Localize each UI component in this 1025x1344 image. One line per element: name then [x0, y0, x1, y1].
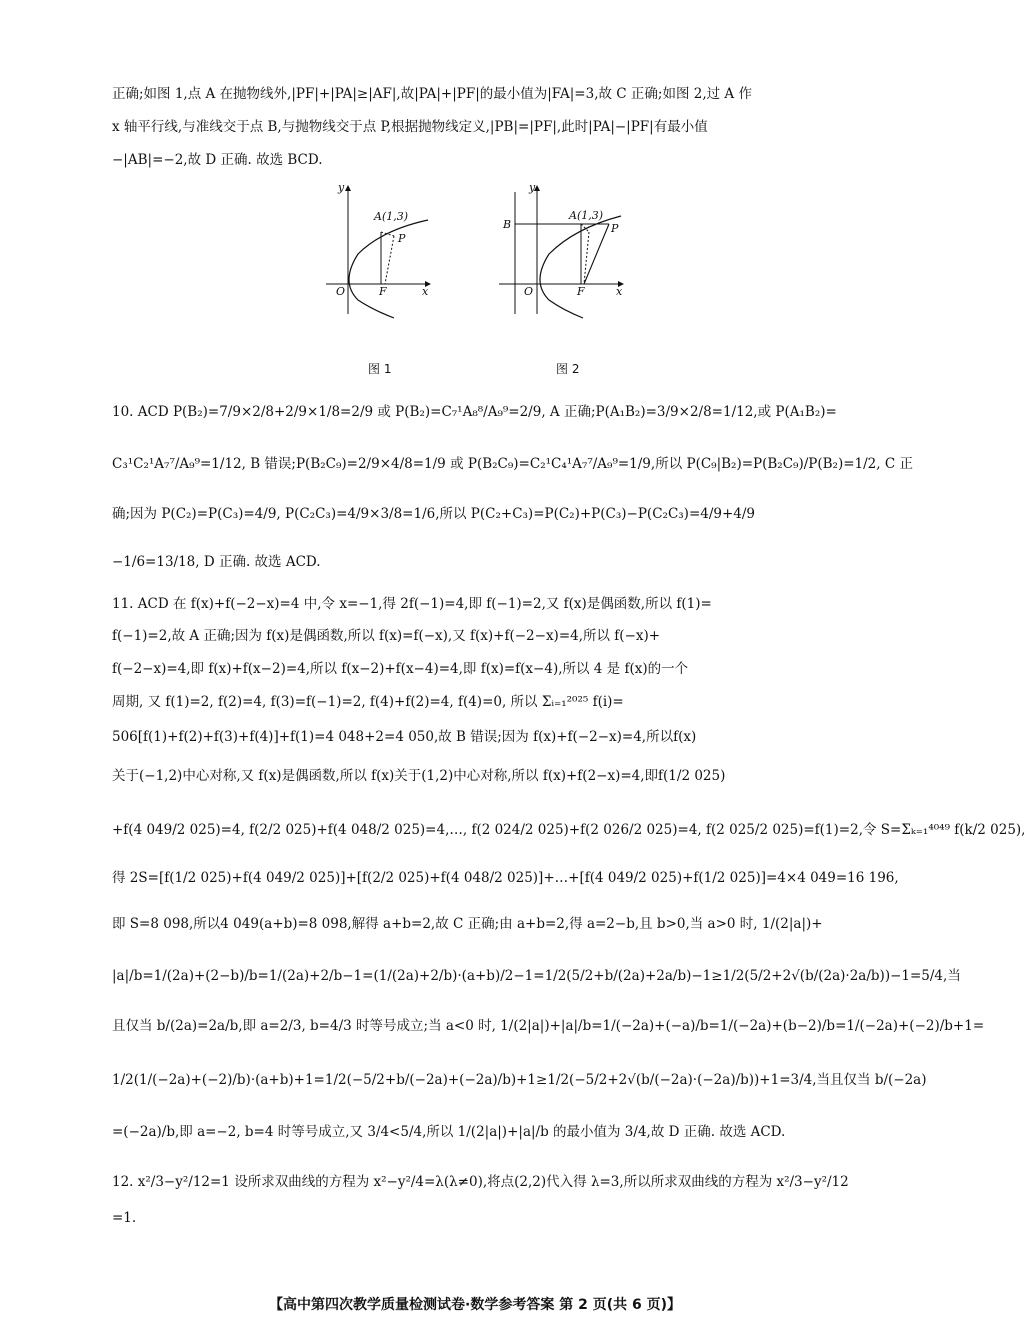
parabola-figure-2	[497, 182, 627, 317]
focus-label: F	[379, 285, 387, 298]
q11-line: f(−2−x)=4,即 f(x)+f(x−2)=4,所以 f(x−2)+f(x−4)=4,即 f(x)=f(x−4),所以 4 是 f(x)的一个	[112, 661, 689, 677]
axis-label-x: x	[422, 285, 429, 298]
q10-line: 确;因为 P(C₂)=P(C₃)=4/9, P(C₂C₃)=4/9×3/8=1/6,所以 P(C₂+C₃)=P(C₂)+P(C₃)−P(C₂C₃)=4/9+4/9	[112, 506, 756, 522]
axis-label-y: y	[529, 181, 536, 194]
parabola-figure-1	[318, 182, 438, 317]
point-a-label: A(1,3)	[374, 210, 409, 223]
origin-label: O	[336, 285, 346, 298]
point-a-label: A(1,3)	[569, 209, 604, 222]
focus-label: F	[577, 285, 585, 298]
q11-line: =(−2a)/b,即 a=−2, b=4 时等号成立,又 3/4<5/4,所以 1/(2|a|)+|a|/b 的最小值为 3/4,故 D 正确. 故选 ACD.	[112, 1124, 786, 1140]
figure-1-caption: 图 1	[368, 362, 392, 376]
figure-1	[318, 182, 438, 317]
q10-line: −1/6=13/18, D 正确. 故选 ACD.	[112, 554, 321, 570]
q11-line: 即 S=8 098,所以4 049(a+b)=8 098,解得 a+b=2,故 C 正确;由 a+b=2,得 a=2−b,且 b>0,当 a>0 时, 1/(2|a|)+	[112, 916, 823, 932]
q11-line: 506[f(1)+f(2)+f(3)+f(4)]+f(1)=4 048+2=4 050,故 B 错误;因为 f(x)+f(−2−x)=4,所以f(x)	[112, 729, 697, 745]
point-b-label: B	[503, 218, 512, 231]
q11-line: |a|/b=1/(2a)+(2−b)/b=1/(2a)+2/b−1=(1/(2a)+2/b)·(a+b)/2−1=1/2(5/2+b/(2a)+2a/b)−1≥1/2(5/2+2√(b/(2a)·2a/b))−1=5/4,当	[112, 968, 961, 984]
q11-line: +f(4 049/2 025)=4, f(2/2 025)+f(4 048/2 025)=4,…, f(2 024/2 025)+f(2 026/2 025)=4, f(2 025/2 025)=f(1)=2,令 S=Σₖ₌₁⁴⁰⁴⁹ f(k/2 025),	[112, 822, 1025, 838]
axis-label-x: x	[616, 285, 623, 298]
q11-line: f(−1)=2,故 A 正确;因为 f(x)是偶函数,所以 f(x)=f(−x),又 f(x)+f(−2−x)=4,所以 f(−x)+	[112, 628, 661, 644]
text-line: x 轴平行线,与准线交于点 B,与抛物线交于点 P,根据抛物线定义,|PB|=|PF|,此时|PA|−|PF|有最小值	[112, 119, 708, 135]
q11-line: 11. ACD 在 f(x)+f(−2−x)=4 中,令 x=−1,得 2f(−1)=4,即 f(−1)=2,又 f(x)是偶函数,所以 f(1)=	[112, 596, 712, 612]
axis-label-y: y	[338, 181, 345, 194]
q12-line: =1.	[112, 1210, 137, 1226]
text-line: 正确;如图 1,点 A 在抛物线外,|PF|+|PA|≥|AF|,故|PA|+|PF|的最小值为|FA|=3,故 C 正确;如图 2,过 A 作	[112, 86, 752, 102]
q11-line: 1/2(1/(−2a)+(−2)/b)·(a+b)+1=1/2(−5/2+b/(−2a)+(−2a)/b)+1≥1/2(−5/2+2√(b/(−2a)·(−2a)/b))+1=3/4,当且仅当 b/(−2a)	[112, 1072, 927, 1088]
q11-line: 得 2S=[f(1/2 025)+f(4 049/2 025)]+[f(2/2 025)+f(4 048/2 025)]+…+[f(4 049/2 025)+f(1/2 025)]=4×4 049=16 196,	[112, 870, 899, 886]
q10-line: C₃¹C₂¹A₇⁷/A₉⁹=1/12, B 错误;P(B₂C₉)=2/9×4/8=1/9 或 P(B₂C₉)=C₂¹C₄¹A₇⁷/A₉⁹=1/9,所以 P(C₉|B₂)=P(B₂C₉)/P(B₂)=1/2, C 正	[112, 456, 913, 472]
point-p-label: P	[398, 232, 406, 245]
q11-line: 周期, 又 f(1)=2, f(2)=4, f(3)=f(−1)=2, f(4)+f(2)=4, f(4)=0, 所以 Σᵢ₌₁²⁰²⁵ f(i)=	[112, 694, 624, 710]
figure-2	[497, 182, 627, 317]
q12-line: 12. x²/3−y²/12=1 设所求双曲线的方程为 x²−y²/4=λ(λ≠0),将点(2,2)代入得 λ=3,所以所求双曲线的方程为 x²/3−y²/12	[112, 1174, 849, 1190]
q11-line: 关于(−1,2)中心对称,又 f(x)是偶函数,所以 f(x)关于(1,2)中心对称,所以 f(x)+f(2−x)=4,即f(1/2 025)	[112, 768, 726, 784]
page-footer: 【高中第四次教学质量检测试卷·数学参考答案 第 2 页(共 6 页)】	[269, 1297, 681, 1313]
origin-label: O	[524, 285, 534, 298]
q11-line: 且仅当 b/(2a)=2a/b,即 a=2/3, b=4/3 时等号成立;当 a<0 时, 1/(2|a|)+|a|/b=1/(−2a)+(−a)/b=1/(−2a)+(b−2)/b=1/(−2a)+(−2)/b+1=	[112, 1018, 985, 1034]
q10-line: 10. ACD P(B₂)=7/9×2/8+2/9×1/8=2/9 或 P(B₂)=C₇¹A₈⁸/A₉⁹=2/9, A 正确;P(A₁B₂)=3/9×2/8=1/12,或 P(A₁B₂)=	[112, 404, 837, 420]
figure-2-caption: 图 2	[556, 362, 580, 376]
text-line: −|AB|=−2,故 D 正确. 故选 BCD.	[112, 152, 323, 168]
point-p-label: P	[611, 222, 619, 235]
